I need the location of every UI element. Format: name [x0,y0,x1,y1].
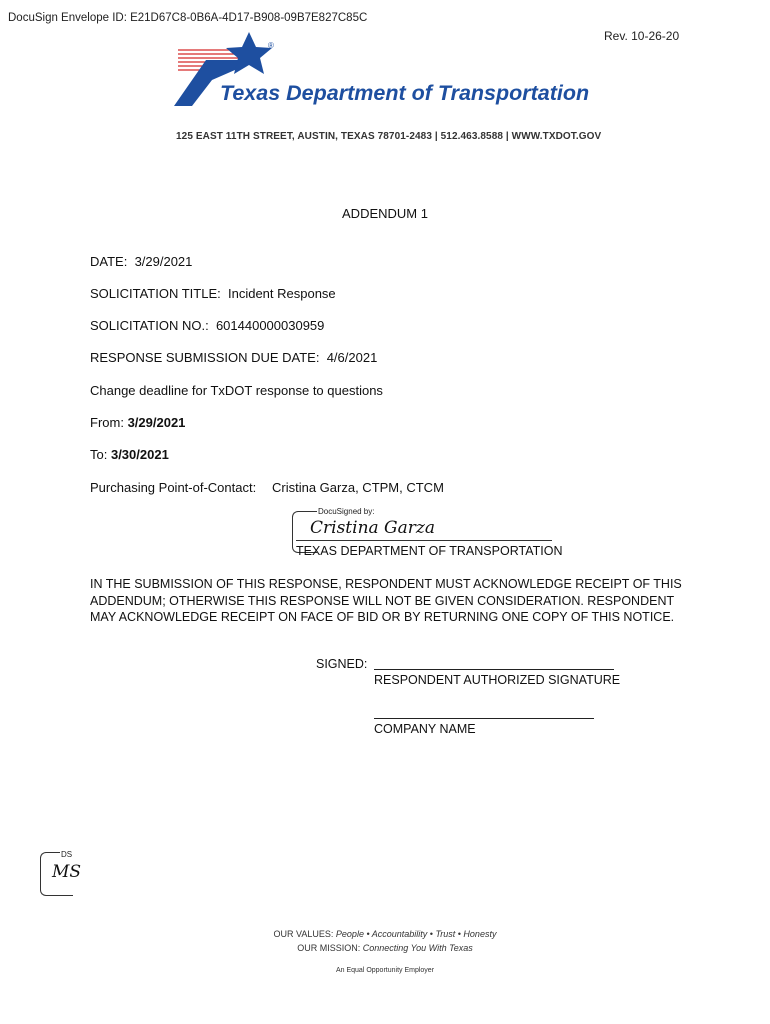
footer-mission [0,943,770,953]
contact-label: Purchasing Point-of-Contact: [90,480,257,495]
respondent-signature-caption: RESPONDENT AUTHORIZED SIGNATURE [374,673,621,687]
signed-label: SIGNED: [316,657,368,671]
mission-label: OUR MISSION: [297,943,361,953]
date-label: DATE: [90,254,128,269]
values-label: OUR VALUES: [273,929,334,939]
mission-text: Connecting You With Texas [362,943,473,953]
contact-row [90,480,444,495]
date-value: 3/29/2021 [134,254,193,269]
signature-line [296,540,552,541]
docusign-envelope-id: DocuSign Envelope ID: E21D67C8-0B6A-4D17-B908-09B7E827C85C [8,12,368,24]
agency-name: Texas Department of Transportation [220,81,590,105]
footer-values [0,929,770,939]
from-value: 3/29/2021 [127,415,186,430]
initials-image: MS [52,862,82,882]
to-row [90,447,169,462]
txdot-logo [172,30,602,112]
solicitation-number-label: SOLICITATION NO.: [90,318,209,333]
ds-label: DS [61,850,73,859]
revision-label: Rev. 10-26-20 [604,29,680,43]
values-text: People • Accountability • Trust • Honesty [335,929,497,939]
agency-address: 125 EAST 11TH STREET, AUSTIN, TEXAS 78701-2483 | 512.463.8588 | WWW.TXDOT.GOV [176,131,602,142]
due-date-label: RESPONSE SUBMISSION DUE DATE: [90,350,320,365]
due-date-row [90,350,377,365]
date-row [90,254,192,269]
company-name-caption: COMPANY NAME [374,722,476,736]
signature-image: Cristina Garza [310,518,435,538]
company-name-line[interactable] [374,718,594,719]
acknowledgement-notice: IN THE SUBMISSION OF THIS RESPONSE, RESPONDENT MUST ACKNOWLEDGE RECEIPT OF THIS ADDENDUM; OTHERWISE THIS RESPONSE WILL NOT BE GIVEN CONSIDERATION. RESPONDENT MAY ACKNOWLEDGE RECEIPT ON FACE OF BID OR BY RETURNING ONE COPY OF THIS NOTICE. [90,577,682,624]
respondent-signature-line[interactable] [374,669,614,670]
solicitation-title-value: Incident Response [227,286,336,301]
equal-opportunity-employer: An Equal Opportunity Employer [335,967,435,974]
docusigned-by-label: DocuSigned by: [318,507,375,516]
from-row [90,415,185,430]
to-label: To: [90,447,108,462]
due-date-value: 4/6/2021 [326,350,378,365]
to-value: 3/30/2021 [110,447,169,462]
from-label: From: [90,415,124,430]
addendum-title: ADDENDUM 1 [342,206,428,221]
solicitation-title-label: SOLICITATION TITLE: [90,286,221,301]
change-description: Change deadline for TxDOT response to questions [90,383,383,398]
solicitation-number-value: 601440000030959 [215,318,325,333]
solicitation-title-row [90,286,336,301]
contact-value: Cristina Garza, CTPM, CTCM [272,480,444,495]
agency-signature-caption: TEXAS DEPARTMENT OF TRANSPORTATION [296,544,563,558]
registered-mark: ® [268,41,274,50]
solicitation-number-row [90,318,324,333]
